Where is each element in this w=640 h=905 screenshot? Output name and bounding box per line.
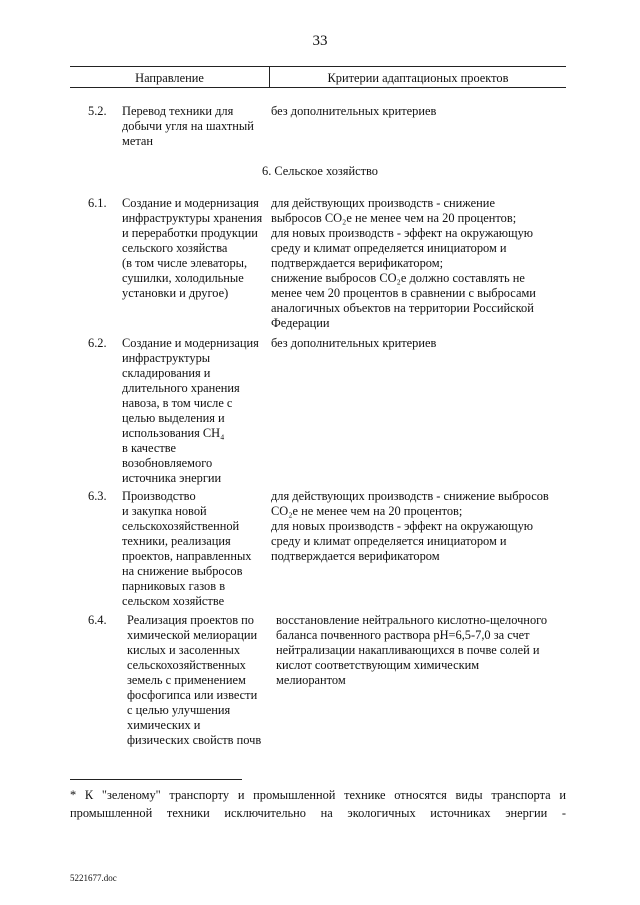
header-divider — [269, 66, 270, 87]
header-criteria: Критерии адаптационых проектов — [327, 71, 509, 85]
row-criteria: для действующих производств - снижение выбросов CO₂e не менее чем на 20 процентов; для новых производств - эффект на окружающую среду и климат определяется инициатором и подтверждается верификатором; снижение выбросов CO₂e должно составлять не менее чем 20 процентов в сравнении с выбросами аналогичных объектов на территории Российской Федерации — [271, 196, 536, 330]
row-number: 6.3. — [88, 489, 107, 503]
row-direction: Создание и модернизация инфраструктуры хранения и переработки продукции сельского хозяйства (в том числе элеваторы, сушилки, холодильные установки и другое) — [122, 196, 263, 300]
header-direction: Направление — [135, 71, 204, 85]
row-criteria: восстановление нейтрального кислотно-щелочного баланса почвенного раствора pH=6,5-7,0 за счет нейтрализации накапливающихся в почве солей и кислот соответствующим химическим мелиорантом — [276, 613, 548, 687]
row-direction: Создание и модернизация инфраструктуры складирования и длительного хранения навоза, в том числе с целью выделения и использования CH₄ в качестве возобновляемого источника энергии — [122, 336, 259, 485]
footnote-separator — [70, 779, 242, 780]
row-number: 6.4. — [88, 613, 107, 627]
document-id: 5221677.doc — [70, 873, 117, 883]
row-criteria: без дополнительных критериев — [271, 104, 437, 118]
table-header-rule — [70, 87, 566, 88]
table-top-rule — [70, 66, 566, 67]
row-number: 6.2. — [88, 336, 107, 350]
row-direction: Перевод техники для добычи угля на шахтный метан — [122, 104, 254, 148]
row-direction: Производство и закупка новой сельскохозяйственной техники, реализация проектов, направленных на снижение выбросов парниковых газов в сельском хозяйстве — [122, 489, 252, 608]
section-title: 6. Сельское хозяйство — [262, 164, 378, 178]
row-number: 5.2. — [88, 104, 107, 118]
row-number: 6.1. — [88, 196, 107, 210]
row-direction: Реализация проектов по химической мелиорации кислых и засоленных сельскохозяйственных земель с применением фосфогипса или извести с целью улучшения химических и физических свойств почв — [127, 613, 262, 747]
row-criteria: для действующих производств - снижение выбросов CO₂e не менее чем на 20 процентов; для новых производств - эффект на окружающую среду и климат определяется инициатором и подтверждается верификатором — [271, 489, 549, 563]
row-criteria: без дополнительных критериев — [271, 336, 437, 350]
page-number: 33 — [312, 33, 328, 49]
footnote: * К "зеленому" транспорту и промышленной технике относятся виды транспорта и промышленной техники исключительно на экологичных источниках энергии - — [70, 788, 566, 820]
